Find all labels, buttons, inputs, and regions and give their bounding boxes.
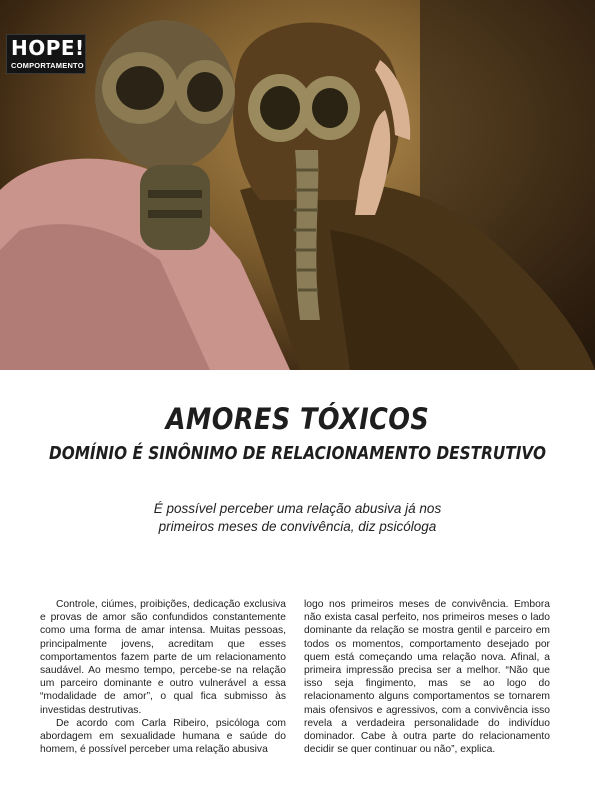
magazine-logo: [6, 34, 86, 74]
logo-brand: HOPE!: [11, 36, 85, 60]
body-column-right: [304, 598, 550, 756]
deck-line-1: É possível perceber uma relação abusiva já nos: [153, 501, 442, 516]
hero-photo: [0, 0, 595, 370]
article-deck: [130, 500, 465, 536]
gas-mask-couple-illustration: [0, 0, 595, 370]
body-column-left: [40, 598, 286, 756]
article-subtitle: DOMÍNIO É SINÔNIMO DE RELACIONAMENTO DESTRUTIVO: [48, 443, 546, 464]
body-paragraph: De acordo com Carla Ribeiro, psicóloga com abordagem em sexualidade humana e saúde do homem, é possível perceber uma relação abusiva: [40, 717, 286, 756]
body-paragraph: logo nos primeiros meses de convivência. Embora não exista casal perfeito, nos primeiros meses o lado dominante da relação se mostra gentil e parceiro em todos os momentos, comportamento desejado por quem está começando uma relação nova. Afinal, a primeira impressão precisa ser a melhor. “Não que isso seja fingimento, mas se ao logo do relacionamento alguns comportamentos se tornarem mais ofensivos e agressivos, com a convivência isso revela a verdadeira personalidade do indivíduo dominador. Cabe à outra parte do relacionamento decidir se quer continuar ou não”, explica.: [304, 599, 550, 756]
deck-line-2: primeiros meses de convivência, diz psicóloga: [158, 519, 437, 534]
logo-section: COMPORTAMENTO: [11, 61, 84, 70]
body-paragraph: Controle, ciúmes, proibições, dedicação exclusiva e provas de amor são confundidos constantemente como uma forma de amar intensa. Muitas pessoas, principalmente jovens, acreditam que esses comportamentos fazem parte de um relacionamento saudável. Ao mesmo tempo, percebe-se na relação um parceiro dominante e outro vulnerável a essa “modalidade de amor”, o qual fica submisso às investidas destrutivas.: [40, 599, 286, 716]
article-title: AMORES TÓXICOS: [165, 402, 430, 436]
